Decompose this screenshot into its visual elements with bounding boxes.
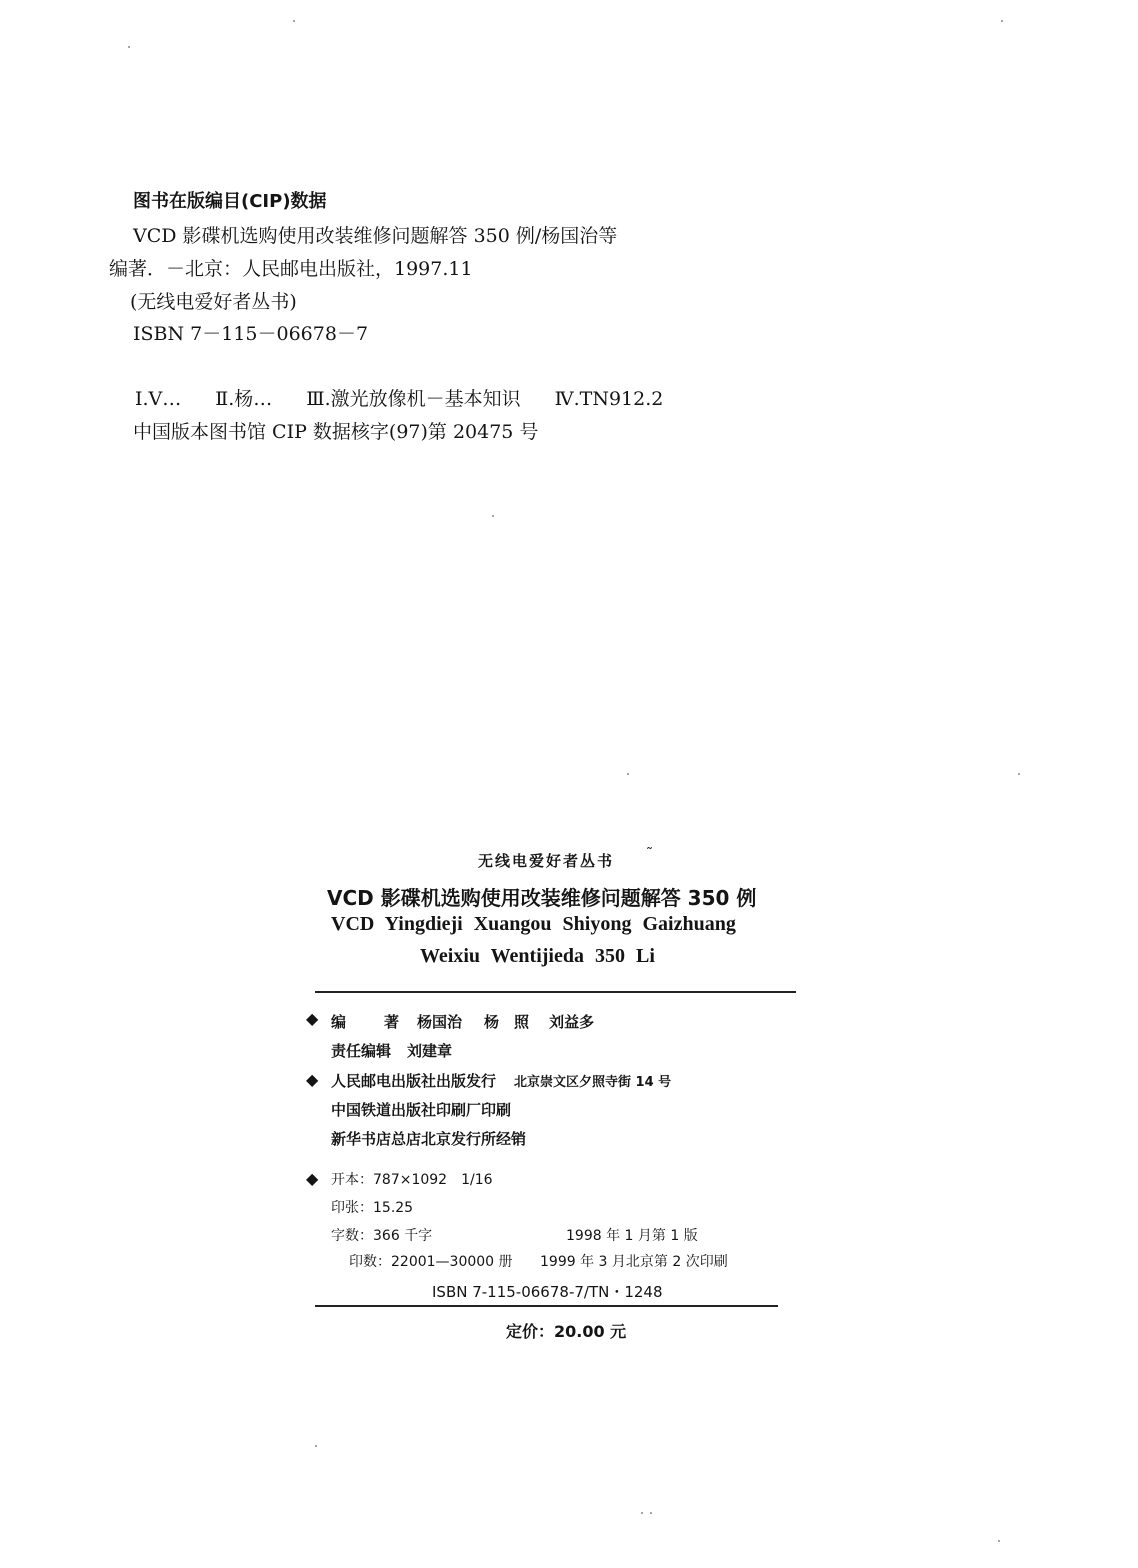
- author-row: [331, 1011, 594, 1032]
- isbn-code: ISBN 7-115-06678-7/TN・1248: [432, 1283, 663, 1301]
- editor-row: [331, 1040, 452, 1061]
- scan-speck: [650, 1512, 652, 1514]
- scan-speck: [1001, 20, 1003, 22]
- author-name-1: 杨国治: [417, 1013, 463, 1031]
- reprint-info: 1999 年 3 月北京第 2 次印刷: [540, 1254, 728, 1270]
- cip-subject-3: Ⅲ.激光放像机－基本知识: [306, 388, 521, 410]
- top-divider: [315, 991, 796, 993]
- scan-speck: [315, 1445, 317, 1447]
- cip-isbn-line: ISBN 7－115－06678－7: [133, 323, 369, 345]
- scan-speck: [627, 773, 629, 775]
- sheets-row: 印张：15.25: [331, 1200, 414, 1216]
- cip-imprint-line: 编著．－北京：人民邮电出版社，1997.11: [109, 258, 473, 280]
- cip-subject-2: Ⅱ.杨…: [215, 388, 273, 410]
- editor-label: 责任编辑: [331, 1042, 392, 1060]
- cip-data-block: [0, 0, 1138, 460]
- bullet-diamond-icon: ◆: [306, 1169, 319, 1188]
- publisher-name: 人民邮电出版社出版发行: [331, 1072, 497, 1090]
- distributor-row: 新华书店总店北京发行所经销: [331, 1130, 527, 1148]
- cip-subject-line: [135, 387, 663, 411]
- scan-speck: [1018, 773, 1020, 775]
- cip-series-line: (无线电爱好者丛书): [130, 291, 297, 313]
- price: 定价：20.00 元: [506, 1322, 627, 1341]
- scan-speck: [128, 46, 130, 48]
- author-label-1: 编: [331, 1013, 347, 1031]
- book-title-pinyin-line-1: VCD Yingdieji Xuangou Shiyong Gaizhuang: [331, 913, 736, 935]
- series-title: 无线电爱好者丛书: [478, 852, 615, 870]
- author-label-2: 著: [384, 1013, 400, 1031]
- editor-name: 刘建章: [407, 1042, 453, 1060]
- bullet-diamond-icon: ◆: [306, 1070, 319, 1089]
- scan-speck: [641, 1512, 643, 1514]
- scan-speck: [492, 515, 494, 517]
- bullet-diamond-icon: ◆: [306, 1009, 319, 1028]
- scan-speck: [293, 20, 295, 22]
- bottom-divider: [315, 1305, 778, 1307]
- word-count: 字数：366 千字: [331, 1228, 433, 1244]
- printer-row: 中国铁道出版社印刷厂印刷: [331, 1101, 512, 1119]
- publisher-row: [331, 1070, 671, 1091]
- cip-record-line: 中国版本图书馆 CIP 数据核字(97)第 20475 号: [133, 421, 539, 443]
- cip-heading: 图书在版编目(CIP)数据: [133, 191, 327, 212]
- cip-subject-1: Ⅰ.V…: [135, 388, 182, 410]
- edition-info: 1998 年 1 月第 1 版: [566, 1228, 698, 1244]
- scan-speck: [998, 1540, 1000, 1542]
- author-name-2: 杨 照: [484, 1013, 530, 1031]
- cip-title-line: VCD 影碟机选购使用改装维修问题解答 350 例/杨国治等: [133, 225, 618, 247]
- book-title-pinyin-line-2: Weixiu Wentijieda 350 Li: [420, 945, 655, 967]
- author-name-3: 刘益多: [549, 1013, 595, 1031]
- publisher-address: 北京崇文区夕照寺街 14 号: [514, 1075, 672, 1090]
- book-title-chinese: VCD 影碟机选购使用改装维修问题解答 350 例: [327, 886, 757, 910]
- cip-subject-4: Ⅳ.TN912.2: [554, 388, 664, 410]
- print-copies: 印数：22001—30000 册: [349, 1254, 513, 1270]
- format-row: 开本：787×1092 1/16: [331, 1172, 493, 1188]
- colophon-block: [0, 840, 1138, 1360]
- series-mark: ˜: [646, 846, 653, 862]
